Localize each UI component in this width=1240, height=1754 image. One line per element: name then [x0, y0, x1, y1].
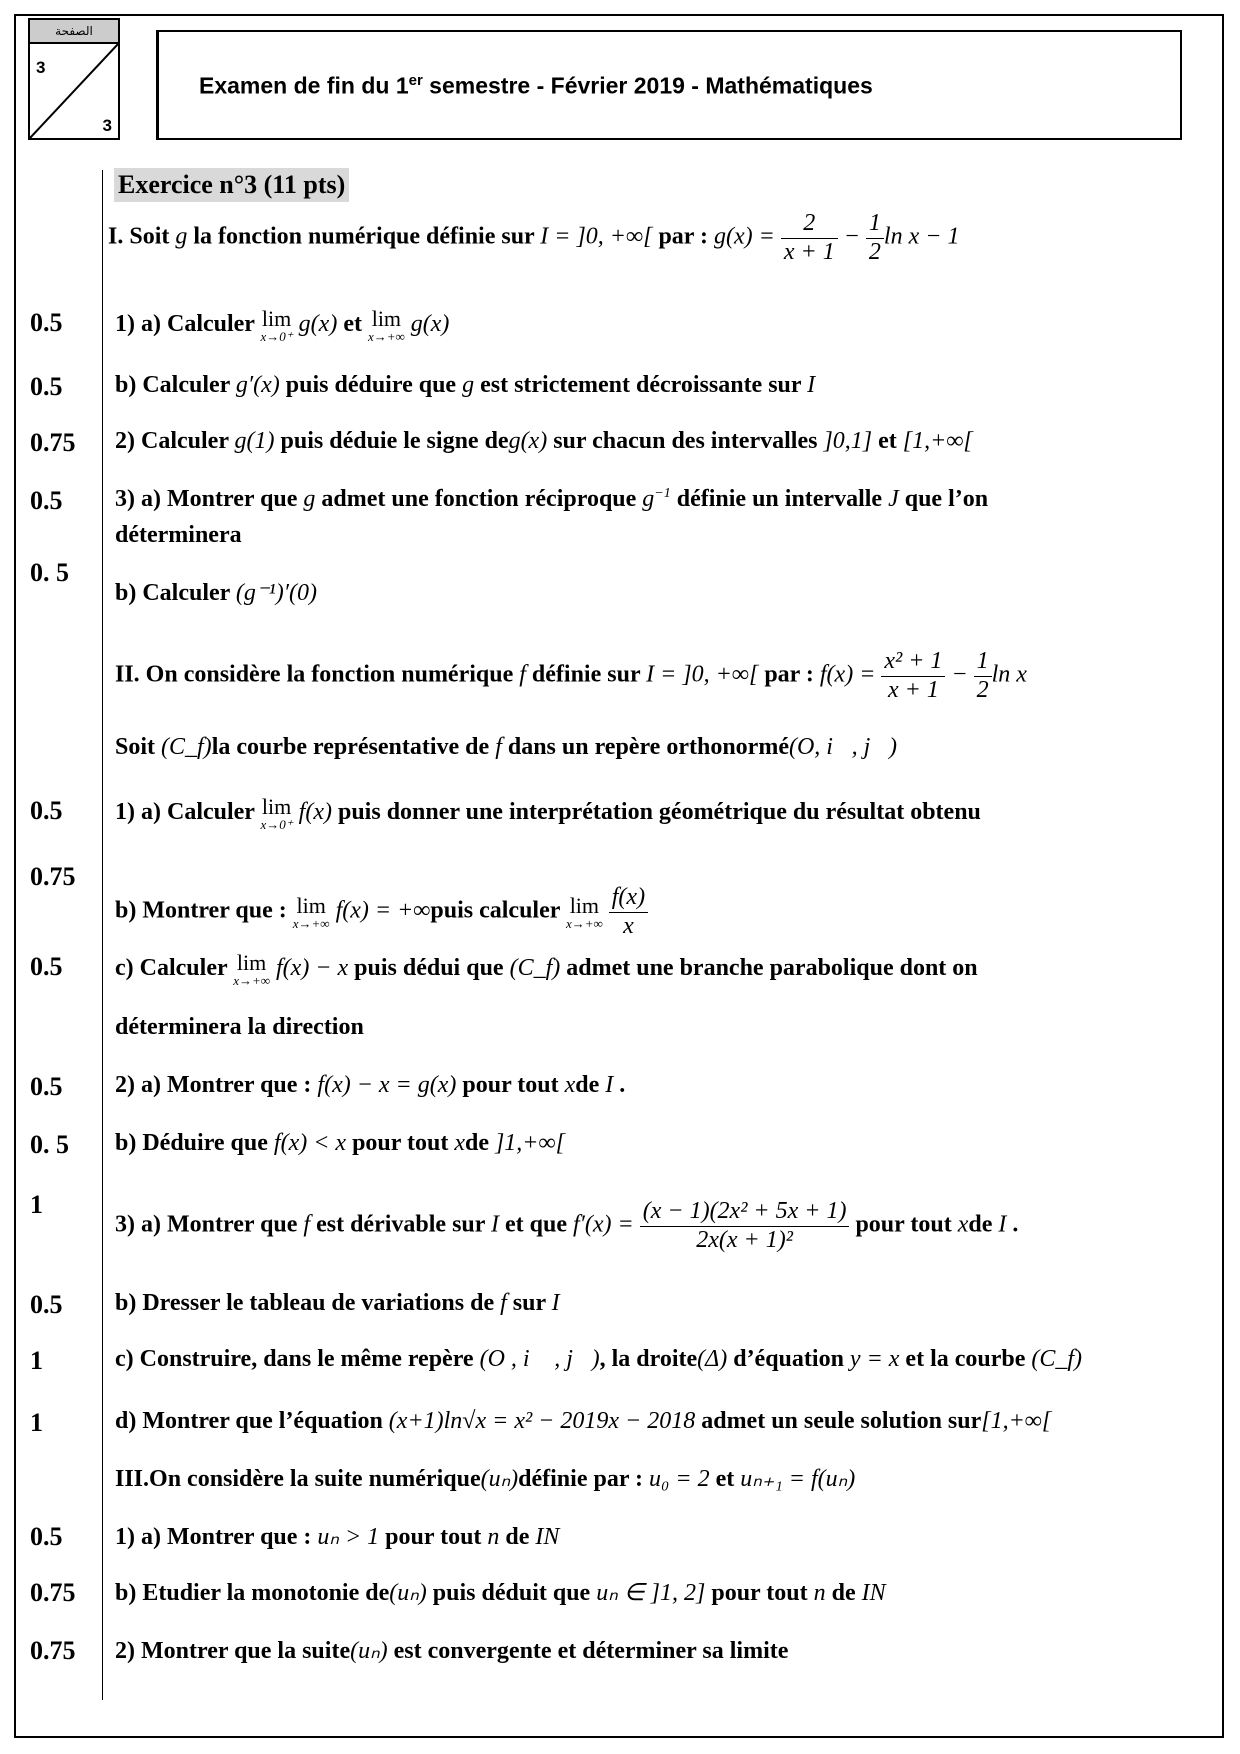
question-points: 1	[30, 1346, 43, 1375]
page-number: 3	[36, 58, 46, 77]
question-points: 1	[30, 1408, 43, 1437]
page-total: 3	[102, 116, 112, 135]
question-text: III.On considère la suite numérique(uₙ)définie par : u₀ = 2 et uₙ₊₁ = f(uₙ)	[115, 1466, 856, 1492]
question-points: 0.5	[30, 796, 63, 825]
question-text: b) Calculer (g⁻¹)′(0)	[115, 580, 317, 606]
question-text: b) Déduire que f(x) < x pour tout xde ]1,+∞[	[115, 1130, 565, 1156]
question-points: 1	[30, 1190, 43, 1219]
question-text: 2) Montrer que la suite(uₙ) est convergente et déterminer sa limite	[115, 1638, 789, 1664]
question-points: 0. 5	[30, 558, 69, 587]
question-text: 3) a) Montrer que f est dérivable sur I et que f′(x) = $\frac{\text{(x − 1)(2x² + 5x + 1)}}{\text{2x(x + 1)²}}$ pour tout xde I .	[115, 1198, 1019, 1253]
margin-divider	[102, 170, 103, 1700]
question-text-cont: déterminera la direction	[115, 1014, 364, 1040]
question-points: 0.75	[30, 1578, 76, 1607]
question-text: b) Calculer g′(x) puis déduire que g est strictement décroissante sur I	[115, 372, 816, 398]
question-text-cont: déterminera	[115, 522, 242, 548]
question-text: II. On considère la fonction numérique f définie sur I = ]0, +∞[ par : f(x) = $\frac{\text{x² + 1}}{x + 1}$ − $\frac{1}{2}$ ln x	[115, 648, 1027, 703]
question-text: b) Etudier la monotonie de(uₙ) puis déduit que uₙ ∈ ]1, 2] pour tout n de IN	[115, 1580, 886, 1606]
question-points: 0. 5	[30, 1130, 69, 1159]
question-text: 1) a) Montrer que : uₙ > 1 pour tout n de IN	[115, 1524, 560, 1550]
question-text: 1) a) Calculer lim x→0⁺ f(x) puis donner une interprétation géométrique du résultat obtenu	[115, 794, 981, 832]
question-text: 2) a) Montrer que : f(x) − x = g(x) pour tout xde I .	[115, 1072, 626, 1098]
question-text: 2) Calculer g(1) puis déduie le signe deg(x) sur chacun des intervalles ]0,1] et [1,+∞[	[115, 428, 973, 454]
page-label: الصفحة	[30, 20, 118, 44]
question-points: 0.5	[30, 1522, 63, 1551]
question-text: b) Dresser le tableau de variations de f sur I	[115, 1290, 560, 1316]
question-points: 0.5	[30, 486, 63, 515]
exam-title: Examen de fin du 1er semestre - Février 2019 - Mathématiques	[199, 72, 873, 99]
question-points: 0.75	[30, 862, 76, 891]
question-text: Soit (C_f)la courbe représentative de f dans un repère orthonormé(O, i⃗, j⃗)	[115, 734, 897, 760]
page-number-box	[28, 18, 120, 140]
question-points: 0.75	[30, 428, 76, 457]
question-text: d) Montrer que l’équation (x+1)ln√x = x² − 2019x − 2018 admet un seule solution sur[1,+∞[	[115, 1408, 1052, 1434]
question-text: 1) a) Calculer lim x→0⁺ g(x) et lim x→+∞ g(x)	[115, 306, 450, 344]
question-text: 3) a) Montrer que g admet une fonction réciproque $g^{-1}$ définie un intervalle J que l’on	[115, 486, 989, 512]
question-points: 0.5	[30, 1072, 63, 1101]
question-text: c) Construire, dans le même repère (O , i⃗ , j⃗), la droite(Δ) d’équation y = x et la courbe (C_f)	[115, 1346, 1083, 1372]
question-points: 0.5	[30, 372, 63, 401]
question-points: 0.5	[30, 308, 63, 337]
exam-header	[156, 30, 1182, 140]
exercise-title: Exercice n°3 (11 pts)	[114, 168, 349, 202]
question-points: 0.5	[30, 952, 63, 981]
question-points: 0.75	[30, 1636, 76, 1665]
question-text: I. Soit g la fonction numérique définie sur I = ]0, +∞[ par : g(x) = $\frac{2}{x + 1}$ − $\frac{1}{2}$ ln x − 1	[108, 210, 960, 265]
question-points: 0.5	[30, 1290, 63, 1319]
question-text: c) Calculer lim x→+∞ f(x) − x puis dédui que (C_f) admet une branche parabolique dont on	[115, 950, 978, 988]
question-text: b) Montrer que : lim x→+∞ f(x) = +∞puis calculer lim x→+∞ $\frac{f(x)}{x}$	[115, 884, 648, 940]
